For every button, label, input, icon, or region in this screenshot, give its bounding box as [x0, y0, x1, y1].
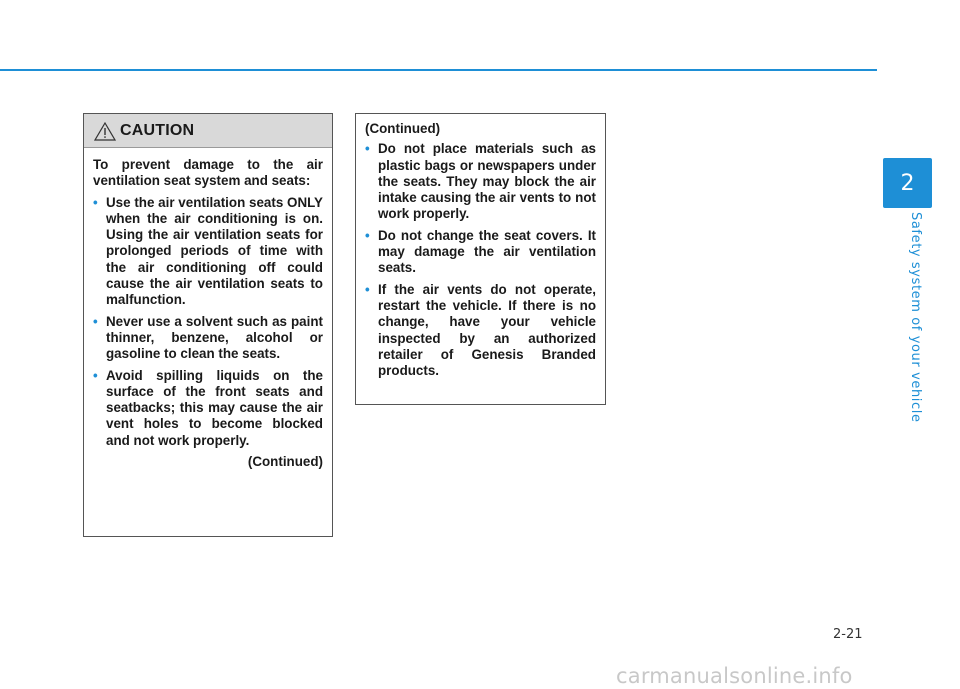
bullet-icon: •: [93, 194, 98, 210]
chapter-badge[interactable]: 2: [883, 158, 932, 208]
continued-label: (Continued): [247, 454, 323, 470]
top-rule: [0, 69, 877, 71]
watermark: carmanualsonline.info: [616, 664, 853, 688]
list-item: • Do not place materials such as plastic bags or newspapers under the seats. They may block the air intake causing the air vents to not work properly.: [365, 141, 596, 222]
caution-header: [84, 114, 332, 148]
caution-intro: To prevent damage to the air ventilation seat system and seats:: [93, 157, 323, 189]
page-number: 2-21: [833, 627, 863, 642]
list-item: • Do not change the seat covers. It may damage the air ventilation seats.: [365, 227, 596, 276]
caution-box: [83, 113, 333, 537]
list-item: • Never use a solvent such as paint thinner, benzene, alcohol or gasoline to clean the seats.: [93, 313, 323, 362]
bullet-icon: •: [365, 227, 370, 243]
continuation-box: [355, 113, 606, 405]
bullet-icon: •: [93, 367, 98, 383]
continuation-body: [356, 114, 605, 379]
bullet-icon: •: [365, 141, 370, 157]
caution-list: [93, 195, 323, 449]
caution-title: CAUTION: [120, 121, 195, 139]
bullet-icon: •: [93, 313, 98, 329]
continuation-list: [365, 141, 596, 379]
list-item: • Avoid spilling liquids on the surface of the front seats and seatbacks; this may cause the air vent holes to become blocked and not work properly.: [93, 367, 323, 448]
list-item: • Use the air ventilation seats ONLY when the air conditioning is on. Using the air ventilation seats for prolonged periods of time with the air conditioning off could cause the air ventilation seats to malfunction.: [93, 194, 323, 308]
caution-body: [84, 148, 332, 470]
bullet-icon: •: [365, 281, 370, 297]
chapter-title: Safety system of your vehicle: [908, 212, 923, 423]
warning-triangle-icon: [94, 121, 116, 141]
continuation-heading: (Continued): [365, 121, 441, 136]
list-item: • If the air vents do not operate, restart the vehicle. If there is no change, have your vehicle inspected by an authorized retailer of Genesis Branded products.: [365, 281, 596, 379]
